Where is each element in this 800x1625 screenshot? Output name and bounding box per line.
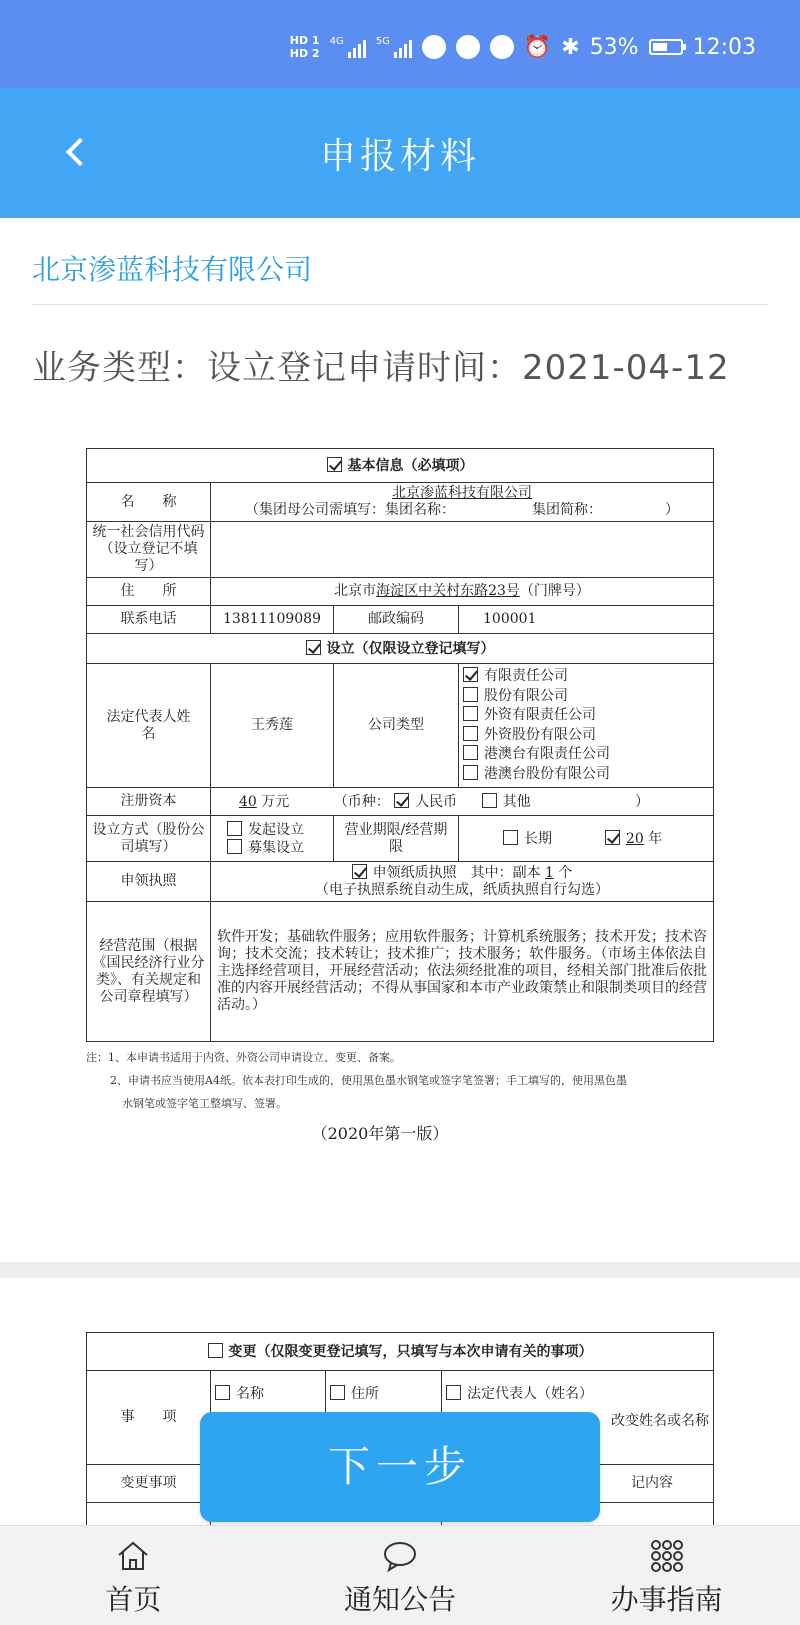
- name-cell: [211, 483, 714, 522]
- status-icons: [290, 34, 756, 60]
- phone-label: 联系电话: [87, 606, 211, 634]
- form-table-basic: [86, 448, 714, 1042]
- company-type-option[interactable]: [463, 726, 709, 746]
- app-header: [0, 88, 800, 218]
- company-type-option[interactable]: [463, 706, 709, 726]
- checkbox-term-years[interactable]: [605, 830, 620, 845]
- business-type-line: 业务类型：设立登记申请时间：2021-04-12: [32, 348, 730, 388]
- form-edition: （2020年第一版）: [311, 1124, 449, 1143]
- next-step-button[interactable]: 下一步: [200, 1412, 600, 1522]
- checkbox-change-legal[interactable]: [446, 1385, 461, 1400]
- setup-header-text: 设立（仅限设立登记填写）: [326, 640, 495, 657]
- page-separator: [0, 1262, 800, 1278]
- company-type-option[interactable]: [463, 667, 709, 687]
- setup-method-label: 设立方式（股份公司填写）: [87, 816, 211, 862]
- term-years: 20: [625, 830, 644, 847]
- tab-guide[interactable]: [533, 1526, 800, 1625]
- license-line2: （电子执照系统自动生成，纸质执照自行勾选）: [315, 882, 609, 898]
- type-5-label: 港澳台有限责任公司: [484, 746, 610, 762]
- term-unit: 年: [648, 830, 663, 847]
- checkbox-setup[interactable]: [306, 640, 321, 655]
- zip-label: 邮政编码: [334, 606, 459, 634]
- checkbox-term-long[interactable]: [503, 830, 518, 845]
- phone-value: 13811109089: [211, 606, 334, 634]
- address-city: 北京市: [334, 583, 377, 599]
- currency-rmb: 人民币: [415, 793, 458, 810]
- change-opt-addr-label: 住所: [351, 1386, 379, 1402]
- chat-notification-icon: [456, 35, 480, 59]
- company-type-label: 公司类型: [334, 664, 459, 788]
- signal-icon-2: [376, 36, 412, 58]
- checkbox-other-currency[interactable]: [482, 793, 497, 808]
- type-6-label: 港澳台股份有限公司: [484, 765, 610, 782]
- note-3: 水钢笔或签字笔工整填写、签署。: [122, 1097, 287, 1110]
- change-opt-partial: 改变姓名或名称: [611, 1413, 709, 1429]
- group-name-hint: （集团母公司需填写：集团名称： 集团简称： ）: [245, 502, 679, 518]
- license-unit: 个: [558, 865, 573, 881]
- setup-method-options: [211, 816, 334, 862]
- checkbox-type-3[interactable]: [463, 706, 478, 721]
- type-1-label: 有限责任公司: [484, 668, 568, 684]
- change-item-label: 变更事项: [87, 1465, 211, 1503]
- capital-cell: [211, 788, 714, 816]
- battery-icon: [649, 39, 683, 55]
- license-cell: [211, 862, 714, 902]
- signal-icon: [330, 36, 366, 58]
- license-label: 申领执照: [87, 862, 211, 902]
- credit-code-value: [211, 522, 714, 578]
- company-type-option[interactable]: [463, 765, 709, 785]
- note-2: 2、申请书应当使用A4纸。依本表打印生成的，使用黑色墨水钢笔或签字笔签署；手工填写的，使用黑色墨: [110, 1074, 627, 1087]
- checkbox-change-addr[interactable]: [330, 1385, 345, 1400]
- method-1-label: 发起设立: [248, 821, 304, 838]
- method-option-1[interactable]: [227, 821, 329, 839]
- capital-value: 40: [239, 793, 257, 810]
- checkbox-method-2[interactable]: [227, 839, 242, 854]
- tab-home-label: 首页: [105, 1583, 162, 1616]
- name-label: 名 称: [87, 483, 211, 522]
- tab-notices-label: 通知公告: [344, 1583, 457, 1616]
- checkbox-method-1[interactable]: [227, 821, 242, 836]
- change-opt-legal-label: 法定代表人（姓名）: [467, 1386, 593, 1402]
- currency-label: （币种：: [333, 793, 390, 810]
- tab-home[interactable]: [0, 1526, 267, 1625]
- note-1: 注：1、本申请书适用于内资、外资公司申请设立、变更、备案。: [86, 1051, 401, 1064]
- bluetooth-icon: ✱: [561, 34, 580, 60]
- change-header: [87, 1333, 714, 1371]
- address-cell: [211, 578, 714, 606]
- checkbox-type-5[interactable]: [463, 745, 478, 760]
- company-type-option[interactable]: [463, 687, 709, 707]
- term-long: 长期: [524, 830, 552, 847]
- method-option-2[interactable]: [227, 839, 329, 857]
- change-opt-name-label: 名称: [236, 1386, 264, 1402]
- license-line1: 申领纸质执照 其中：副本: [372, 865, 541, 881]
- setup-header: [87, 634, 714, 664]
- company-type-list: [459, 664, 714, 788]
- method-2-label: 募集设立: [248, 839, 304, 856]
- basic-info-header-text: 基本信息（必填项）: [347, 457, 474, 474]
- tab-notices[interactable]: [267, 1526, 534, 1625]
- page-title: 申报材料: [319, 136, 480, 177]
- net2-label: 5G: [375, 36, 390, 47]
- battery-percent: 53%: [589, 34, 639, 60]
- term-cell: [459, 816, 714, 862]
- address-value: 海淀区中关村东路23号: [376, 583, 520, 599]
- change-header-text: 变更（仅限变更登记填写，只填写与本次申请有关的事项）: [228, 1343, 593, 1360]
- capital-unit: 万元: [261, 793, 290, 810]
- checkbox-change-name[interactable]: [215, 1385, 230, 1400]
- alarm-icon: ⏰: [523, 34, 552, 60]
- bottom-tab-bar: [0, 1525, 800, 1625]
- checkbox-type-4[interactable]: [463, 726, 478, 741]
- hand-notification-icon: [490, 35, 514, 59]
- name-value: 北京渗蓝科技有限公司: [392, 485, 532, 501]
- home-icon: [115, 1538, 151, 1574]
- scope-label: 经营范围（根据《国民经济行业分类》、有关规定和公司章程填写）: [87, 902, 211, 1042]
- address-suffix: （门牌号）: [519, 583, 590, 599]
- license-copies: 1: [545, 865, 554, 881]
- credit-code-label: 统一社会信用代码（设立登记不填写）: [87, 522, 211, 578]
- type-2-label: 股份有限公司: [484, 687, 568, 704]
- company-name: 北京渗蓝科技有限公司: [32, 253, 313, 286]
- type-4-label: 外资股份有限公司: [484, 726, 596, 743]
- type-3-label: 外资有限责任公司: [484, 707, 596, 723]
- clock: 12:03: [692, 34, 756, 60]
- term-label: 营业期限/经营期限: [334, 816, 459, 862]
- currency-other: 其他: [502, 793, 531, 810]
- tab-guide-label: 办事指南: [610, 1583, 723, 1616]
- checkbox-rmb[interactable]: [394, 793, 409, 808]
- zip-value: 100001: [459, 606, 714, 634]
- company-type-option[interactable]: [463, 745, 709, 765]
- app-notification-icon: [422, 35, 446, 59]
- checkbox-type-1[interactable]: [463, 667, 478, 682]
- grid-icon: [649, 1538, 685, 1574]
- divider: [32, 304, 768, 305]
- net1-label: 4G: [329, 36, 344, 47]
- checkbox-paper-license[interactable]: [352, 864, 367, 879]
- checkbox-type-2[interactable]: [463, 687, 478, 702]
- checkbox-basic-info[interactable]: [327, 457, 342, 472]
- address-label: 住 所: [87, 578, 211, 606]
- status-bar: [0, 0, 800, 88]
- checkbox-change[interactable]: [208, 1343, 223, 1358]
- hd2-label: HD 2: [289, 47, 320, 60]
- checkbox-type-6[interactable]: [463, 765, 478, 780]
- scope-value: 软件开发；基础软件服务；应用软件服务；计算机系统服务；技术开发；技术咨询；技术交流；技术转让；技术推广；技术服务；软件服务。（市场主体依法自主选择经营项目，开展经营活动；依法须经批准的项目，经相关部门批准后依批准的内容开展经营活动；不得从事国家和本市产业政策禁止和限制类项目的经营活动。）: [211, 902, 714, 1042]
- change-items-label: 事 项: [87, 1371, 211, 1465]
- application-form-page-1: [86, 448, 714, 1144]
- legal-rep-value: 王秀莲: [211, 664, 334, 788]
- legal-rep-label: 法定代表人姓 名: [87, 664, 211, 788]
- capital-label: 注册资本: [87, 788, 211, 816]
- hd1-label: HD 1: [289, 34, 320, 47]
- change-content-partial: 记内容: [442, 1465, 714, 1503]
- basic-info-header: [87, 449, 714, 483]
- message-icon: [382, 1538, 418, 1574]
- hd-indicator: [290, 34, 320, 60]
- form-notes: [86, 1046, 714, 1115]
- currency-close: ）: [635, 793, 650, 810]
